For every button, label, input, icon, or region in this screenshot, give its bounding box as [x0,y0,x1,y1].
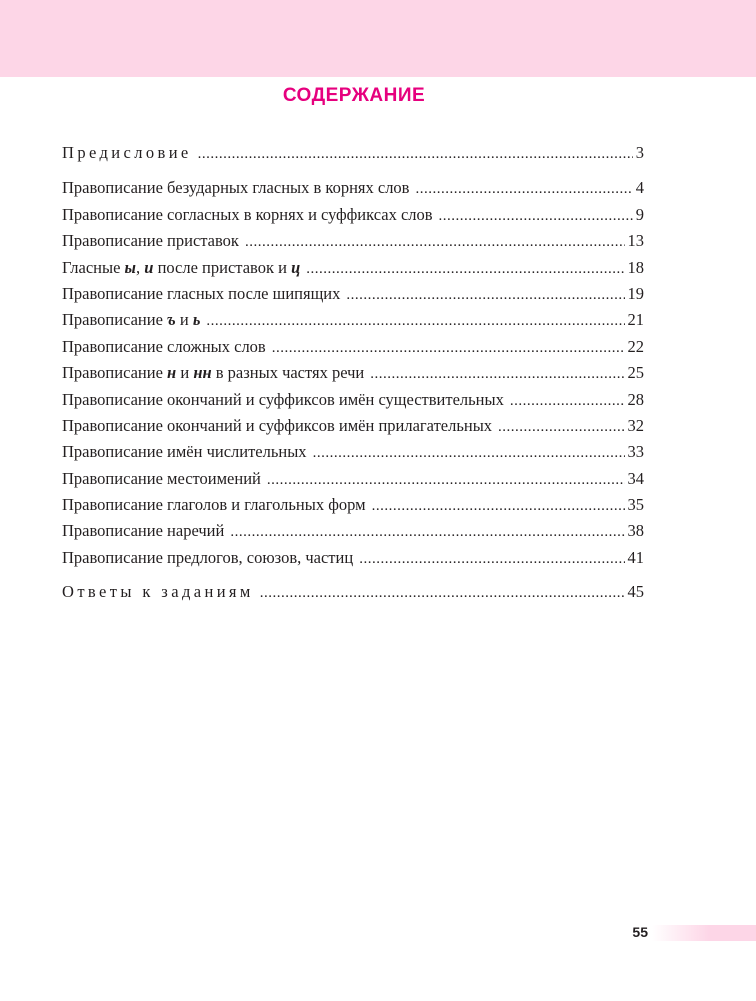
toc-entry-label: Правописание безударных гласных в корнях слов [62,178,410,198]
leader-dots [272,335,625,361]
leader-dots [372,493,625,519]
toc-entry-page: 13 [627,231,644,251]
leader-dots [206,308,624,334]
leader-dots [510,388,625,414]
leader-dots [498,414,624,440]
toc-entry-page: 21 [627,310,644,330]
toc-entry[interactable] [62,413,644,439]
toc-entry[interactable] [62,228,644,254]
toc-entry-label: Правописание ъ и ь [62,310,201,330]
toc-entry-page: 41 [627,547,644,567]
page-title: СОДЕРЖАНИЕ [282,85,426,106]
leader-dots [359,546,624,572]
toc-entry-page: 22 [627,336,644,356]
toc-entry-page: 34 [627,468,644,488]
toc-entry-label: Правописание согласных в корнях и суффиксах слов [62,204,433,224]
toc-entry-label: Правописание местоимений [62,468,261,488]
toc-entry-page: 38 [627,521,644,541]
toc-entry-label: Правописание гласных после шипящих [62,283,341,303]
toc-entry-page: 19 [627,283,644,303]
leader-dots [260,580,625,606]
toc-entry[interactable] [62,492,644,518]
toc-entry[interactable] [62,307,644,333]
toc-entry[interactable] [62,255,644,281]
toc-entry[interactable] [62,518,644,544]
toc-entry[interactable] [62,175,644,201]
toc-entry[interactable] [62,281,644,307]
toc-entry[interactable] [62,439,644,465]
toc-entry-label: Правописание окончаний и суффиксов имён существительных [62,389,504,409]
toc-entry-preface[interactable] [62,140,644,166]
toc-entry-page: 4 [635,178,644,198]
leader-dots [346,282,624,308]
toc-entry-page: 9 [635,204,644,224]
leader-dots [306,256,624,282]
toc-entry-label: Правописание предлогов, союзов, частиц [62,547,354,567]
toc-entry-page: 25 [627,363,644,383]
toc-entry-label: Правописание сложных слов [62,336,266,356]
toc-entry-page: 45 [627,582,644,602]
leader-dots [245,229,625,255]
leader-dots [313,440,625,466]
toc-entry-label: Правописание наречий [62,521,225,541]
toc-entry-label: Правописание н и нн в разных частях речи [62,363,365,383]
toc-entry-answers[interactable] [62,579,644,605]
toc-entry-label: Правописание окончаний и суффиксов имён прилагательных [62,415,493,435]
toc-entry-label: Ответы к заданиям [62,582,254,602]
toc-entry[interactable] [62,334,644,360]
toc-entry[interactable] [62,387,644,413]
toc-entry[interactable] [62,545,644,571]
leader-dots [198,141,633,167]
toc-entry-page: 18 [627,257,644,277]
toc-entry-page: 3 [635,143,644,162]
toc-entry-page: 35 [627,495,644,515]
toc-entry-label: Правописание имён числительных [62,442,307,462]
toc-entry[interactable] [62,360,644,386]
toc-entry-page: 32 [627,415,644,435]
leader-dots [370,361,624,387]
toc-entry[interactable] [62,466,644,492]
leader-dots [415,176,632,202]
toc-entry-page: 28 [627,389,644,409]
leader-dots [230,519,624,545]
toc-entry-label: Правописание глаголов и глагольных форм [62,495,366,515]
table-of-contents [62,140,644,606]
header-band [0,0,756,77]
page-number: 55 [632,924,648,940]
toc-entry[interactable] [62,202,644,228]
toc-entry-label: Правописание приставок [62,231,239,251]
leader-dots [267,467,625,493]
toc-entry-page: 33 [627,442,644,462]
toc-entry-label: Гласные ы, и после приставок и ц [62,257,301,277]
toc-entry-label: Предисловие [62,143,192,162]
footer-band [652,925,756,941]
leader-dots [439,203,633,229]
